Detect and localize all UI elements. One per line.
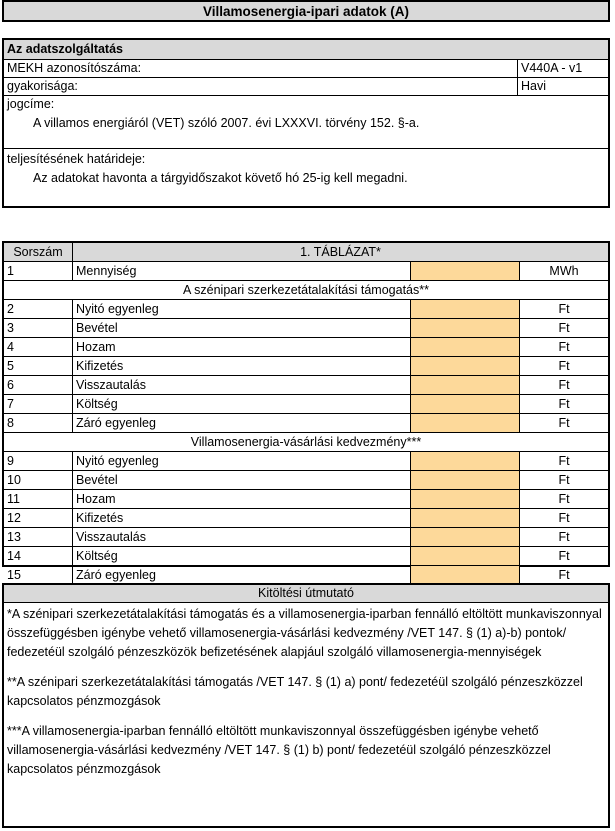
table-row (4, 376, 608, 395)
value-input-cell[interactable] (411, 300, 520, 318)
value-input-cell[interactable] (411, 547, 520, 565)
row-label: Visszautalás (73, 528, 411, 546)
value-input-cell[interactable] (411, 490, 520, 508)
row-label: Záró egyenleg (73, 414, 411, 432)
row-label: Költség (73, 395, 411, 413)
provider-row-frequency (4, 78, 608, 96)
row-unit: Ft (558, 530, 570, 544)
row-number: 8 (4, 414, 73, 432)
instructions-body (4, 603, 608, 792)
table-row (4, 509, 608, 528)
table-row (4, 300, 608, 319)
section-title: A szénipari szerkezetátalakítási támogatás** (183, 283, 429, 297)
row-unit: Ft (558, 492, 570, 506)
table-row (4, 528, 608, 547)
row-unit: Ft (558, 321, 570, 335)
section-title: Villamosenergia-vásárlási kedvezmény*** (190, 435, 422, 449)
row-label: Visszautalás (73, 376, 411, 394)
row-label: Kifizetés (73, 509, 411, 527)
row-unit: Ft (558, 511, 570, 525)
table-row (4, 566, 608, 584)
row-number: 2 (4, 300, 73, 318)
deadline-label: teljesítésének határideje: (7, 152, 146, 166)
table-row (4, 357, 608, 376)
value-input-cell[interactable] (411, 338, 520, 356)
row-unit: Ft (558, 359, 570, 373)
row-number: 12 (4, 509, 73, 527)
row-unit: Ft (558, 340, 570, 354)
row-unit: Ft (558, 416, 570, 430)
row-number: 1 (4, 262, 73, 280)
row-unit: Ft (558, 473, 570, 487)
data-table (2, 241, 610, 582)
row-label: Hozam (73, 338, 411, 356)
table-row (4, 414, 608, 433)
value-input-cell[interactable] (411, 414, 520, 432)
row-label: Záró egyenleg (73, 566, 411, 584)
table-row (4, 471, 608, 490)
row-unit: Ft (558, 568, 570, 582)
row-label: Nyitó egyenleg (73, 300, 411, 318)
value-input-cell[interactable] (411, 395, 520, 413)
row-unit: Ft (558, 378, 570, 392)
row-number: 7 (4, 395, 73, 413)
deadline-block (4, 149, 608, 187)
table-row (4, 452, 608, 471)
row-number: 15 (4, 566, 73, 584)
provider-frequency-value: Havi (517, 78, 608, 95)
value-input-cell[interactable] (411, 319, 520, 337)
instructions-header: Kitöltési útmutató (4, 585, 608, 603)
row-number: 10 (4, 471, 73, 489)
row-number: 11 (4, 490, 73, 508)
row-unit: Ft (558, 302, 570, 316)
value-input-cell[interactable] (411, 528, 520, 546)
table-row (4, 338, 608, 357)
row-label: Nyitó egyenleg (73, 452, 411, 470)
value-input-cell[interactable] (411, 509, 520, 527)
footnote-1: *A szénipari szerkezetátalakítási támogatás és a villamosenergia-iparban fennálló eltöltött munkaviszonnyal összefüggésben igénybe vehető villamosenergia-vásárlási kedvezmény /VET 147. § (1) a)-b) pontok/ fedezetéül szolgáló pénzeszközök befizetésének alapjául szolgáló villamosenergia-mennyiségek (7, 607, 602, 659)
table-row (4, 262, 608, 281)
row-label: Bevétel (73, 471, 411, 489)
section-header-discount (4, 433, 608, 452)
provider-row-id (4, 60, 608, 78)
value-input-cell[interactable] (411, 452, 520, 470)
row-unit: Ft (558, 397, 570, 411)
row-label: Költség (73, 547, 411, 565)
row-label: Mennyiség (73, 262, 411, 280)
row-number: 6 (4, 376, 73, 394)
col-header-number: Sorszám (4, 243, 73, 261)
table-title: 1. TÁBLÁZAT* (300, 245, 381, 259)
provider-info-section (2, 38, 610, 208)
value-input-cell[interactable] (411, 262, 520, 280)
row-unit: Ft (558, 454, 570, 468)
row-unit: Ft (558, 549, 570, 563)
provider-id-label: MEKH azonosítószáma: (7, 61, 142, 75)
row-number: 14 (4, 547, 73, 565)
row-number: 9 (4, 452, 73, 470)
row-label: Bevétel (73, 319, 411, 337)
row-unit: MWh (549, 264, 579, 278)
table-row (4, 490, 608, 509)
provider-header: Az adatszolgáltatás (4, 40, 608, 60)
provider-frequency-label: gyakorisága: (7, 79, 78, 93)
instructions-section (2, 583, 610, 828)
section-header-coal (4, 281, 608, 300)
row-number: 13 (4, 528, 73, 546)
value-input-cell[interactable] (411, 566, 520, 584)
row-number: 5 (4, 357, 73, 375)
value-input-cell[interactable] (411, 376, 520, 394)
legal-basis-block (4, 96, 608, 149)
value-input-cell[interactable] (411, 357, 520, 375)
page-title: Villamosenergia-ipari adatok (A) (2, 0, 610, 22)
deadline-text: Az adatokat havonta a tárgyidőszakot követő hó 25-ig kell megadni. (33, 171, 408, 185)
value-input-cell[interactable] (411, 471, 520, 489)
table-row (4, 395, 608, 414)
table-row (4, 547, 608, 566)
row-number: 3 (4, 319, 73, 337)
provider-id-value: V440A - v1 (517, 60, 608, 77)
footnote-3: ***A villamosenergia-iparban fennálló eltöltött munkaviszonnyal összefüggésben igénybe vehető villamosenergia-vásárlási kedvezmény /VET 147. § (1) b) pont/ fedezetéül szolgáló pénzeszközzel kapcsolatos pénzmozgások (7, 724, 551, 776)
row-number: 4 (4, 338, 73, 356)
row-label: Kifizetés (73, 357, 411, 375)
legal-basis-label: jogcíme: (7, 97, 55, 111)
legal-basis-text: A villamos energiáról (VET) szóló 2007. évi LXXXVI. törvény 152. §-a. (33, 116, 420, 130)
row-label: Hozam (73, 490, 411, 508)
footnote-2: **A szénipari szerkezetátalakítási támogatás /VET 147. § (1) a) pont/ fedezetéül szolgáló pénzeszközzel kapcsolatos pénzmozgások (7, 675, 583, 708)
table-header-row (4, 243, 608, 262)
table-row (4, 319, 608, 338)
